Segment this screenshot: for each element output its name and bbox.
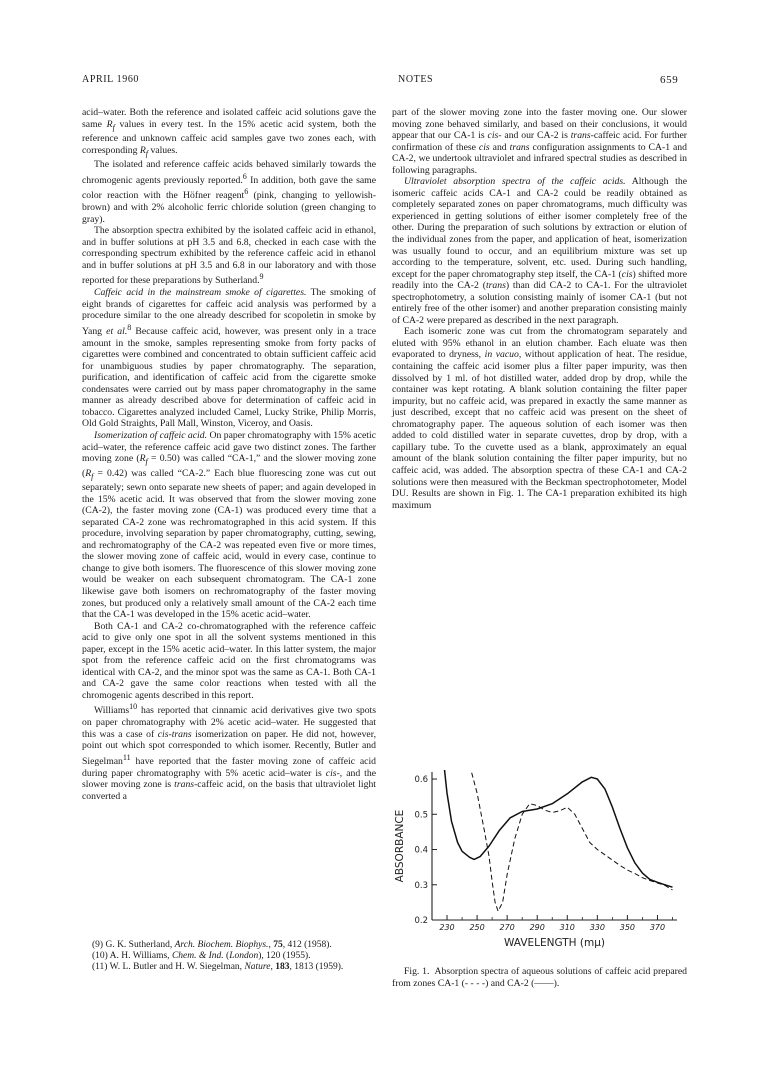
section-title: NOTES [398, 74, 434, 85]
x-tick-label: 290 [529, 923, 545, 932]
right-column-paragraph: part of the slower moving zone into the faster moving one. Our slower moving zone behaved similarly, and based on their conclusions, it would appear that our CA-1 is cis- and our CA-2 is trans-caffeic acid. For further confirmation of these cis and trans configuration assignments to CA-1 and CA-2, we undertook ultraviolet and infrared spectral studies as described in following paragraphs. [392, 107, 687, 176]
page-number: 659 [660, 74, 679, 86]
left-column-paragraph: The absorption spectra exhibited by the isolated caffeic acid in ethanol, and in buffer solutions at pH 3.5 and 6.8, checked in each case with the corresponding spectrum exhibited by the reference caffeic acid in ethanol and in buffer solutions at pH 3.5 and 6.8 in our laboratory and with those reported for these preparations by Sutherland.$^9$ [82, 225, 376, 287]
footnote: (9) G. K. Sutherland, Arch. Biochem. Biophys., 75, 412 (1958). [92, 940, 332, 950]
right-column [392, 107, 687, 511]
left-column [82, 107, 376, 802]
x-tick-label: 230 [439, 923, 455, 932]
left-column-paragraph: Caffeic acid in the mainstream smoke of cigarettes. The smoking of eight brands of cigarettes for caffeic acid analysis was performed by a procedure similar to the one already described for scopoletin in smoke by Yang et al.$^8$ Because caffeic acid, however, was present only in a trace amount in the smoke, samples representing smoke from forty packs of cigarettes were combined and concentrated to obtain sufficient caffeic acid for unambiguous studies by paper chromatography. The separation, purification, and identification of caffeic acid from the cigarette smoke condensates were carried out by mass paper chromatography in the same manner as already described above for determination of caffeic acid in tobacco. Cigarettes analyzed included Camel, Lucky Strike, Philip Morris, Old Gold Straights, Pall Mall, Winston, Viceroy, and Oasis. [82, 287, 376, 430]
caption-text: Fig. 1. Absorption spectra of aqueous solutions of caffeic acid prepared from zones CA-1 (- - - -) and CA-2 (——). [392, 966, 687, 989]
x-tick-label: 370 [649, 923, 666, 932]
x-tick-label: 350 [619, 923, 636, 932]
left-column-paragraph: acid–water. Both the reference and isolated caffeic acid solutions gave the same $R_f$ values in every test. In the 15% acetic acid system, both the reference and unknown caffeic acid samples gave two zones each, with corresponding $R_f$ values. [82, 107, 376, 158]
left-column-paragraph: Isomerization of caffeic acid. On paper chromatography with 15% acetic acid–water, the reference caffeic acid gave two distinct zones. The farther moving zone $(R_f = 0.50)$ was called “CA-1,” and the slower moving zone $(R_f = 0.42)$ was called “CA-2.” Each blue fluorescing zone was cut out separately; sewn onto separate new sheets of paper; and again developed in the 15% acetic acid. It was observed that from the slower moving zone (CA-2), the faster moving zone (CA-1) was produced every time that a separated CA-2 zone was rechromatographed in this acid system. If this procedure, involving separation by paper chromatography, cutting, sewing, and rechromatography of the CA-2 was repeated even five or more times, the slower moving zone of caffeic acid, would in every case, continue to change to give both isomers. The fluorescence of this slower moving zone would be weaker on each subsequent chromatogram. The CA-1 zone likewise gave both isomers on rechromatography of the faster moving zones, but produced only a relatively small amount of the CA-2 each time that the CA-1 was developed in the 15% acetic acid–water. [82, 430, 377, 621]
y-tick-label: 0.6 [414, 775, 428, 786]
y-tick-label: 0.5 [414, 810, 428, 821]
y-tick-label: 0.2 [414, 916, 428, 926]
figure-caption [392, 966, 687, 989]
x-axis-label: WAVELENGTH (mμ) [504, 937, 605, 949]
footnote: (10) A. H. Williams, Chem. & Ind. (London), 120 (1955). [92, 951, 311, 962]
footnote: (11) W. L. Butler and H. W. Siegelman, Nature, 183, 1813 (1959). [92, 962, 344, 973]
y-axis-label: ABSORBANCE [394, 809, 406, 883]
x-tick-label: 330 [589, 923, 605, 932]
right-column-paragraph: Each isomeric zone was cut from the chromatogram separately and eluted with 95% ethanol in an elution chamber. Each eluate was then evaporated to dryness, in vacuo, without application of heat. The residue, containing the caffeic acid isomer plus a filter paper impurity, was then dissolved by 1 ml. of hot distilled water, added drop by drop, while the container was kept rotating. A blank solution containing the filter paper impurity, but no caffeic acid, was prepared in exactly the same manner as just described, except that no caffeic acid was present on the sheet of chromatography paper. The aqueous solution of each isomer was then added to cold distilled water in separate cuvettes, drop by drop, with a capillary tube. To the cuvette used as a blank, approximately an equal amount of the blank solution containing the filter paper impurity, but no caffeic acid, was added. The absorption spectra of these CA-1 and CA-2 solutions were then measured with the Beckman spectrophotometer, Model DU. Results are shown in Fig. 1. The CA-1 preparation exhibited its high maximum [392, 326, 687, 511]
x-tick-label: 270 [499, 923, 515, 932]
left-column-paragraph: Williams$^{10}$ has reported that cinnamic acid derivatives give two spots on paper chromatography with 2% acetic acid–water. He suggested that this was a case of cis-trans isomerization on paper. He did not, however, point out which spot corresponded to which isomer. Recently, Butler and Siegelman$^{11}$ have reported that the faster moving zone of caffeic acid during paper chromatography with 5% acetic acid–water is cis-, and the slower moving zone is trans-caffeic acid, on the basis that ultraviolet light converted a [82, 702, 376, 802]
journal-date: APRIL 1960 [82, 74, 140, 85]
right-column-paragraph: Ultraviolet absorption spectra of the caffeic acids. Although the isomeric caffeic acids CA-1 and CA-2 could be readily obtained as completely separated zones on paper chromatograms, much difficulty was experienced in getting solutions of either isomer completely free of the other. During the preparation of such solutions by extraction or elution of the individual zones from the paper, and application of heat, isomerization was usually found to occur, and an equilibrium mixture was set up according to the temperature, solvent, etc. used. During such handling, except for the paper chromatography step itself, the CA-1 (cis) shifted more readily into the CA-2 (trans) than did CA-2 to CA-1. For the ultraviolet spectrophotometry, a solution consisting mainly of isomer CA-1 (but not entirely free of the other isomer) and another preparation consisting mainly of CA-2 were prepared as described in the next paragraph. [392, 176, 688, 326]
footnotes [82, 940, 376, 974]
y-tick-label: 0.4 [414, 845, 428, 856]
y-tick-label: 0.3 [414, 880, 428, 891]
absorption-spectra-figure [392, 762, 692, 962]
left-column-paragraph: Both CA-1 and CA-2 co-chromatographed with the reference caffeic acid to give only one spot in all the solvent systems mentioned in this paper, except in the 15% acetic acid–water. In this latter system, the major spot from the reference caffeic acid on the first chromatograms was identical with CA-2, and the minor spot was the same as CA-1. Both CA-1 and CA-2 gave the same color reactions when tested with all the chromogenic agents described in this report. [82, 620, 376, 701]
series-line-ca-1 [470, 765, 673, 911]
left-column-paragraph: The isolated and reference caffeic acids behaved similarly towards the chromogenic agents previously reported.$^6$ In addition, both gave the same color reaction with the Höfner reagent$^6$ (pink, changing to yellowish-brown) and with 2% alcoholic ferric chloride solution (green changing to gray). [82, 159, 376, 225]
x-tick-label: 310 [559, 923, 575, 932]
x-tick-label: 250 [469, 923, 485, 932]
series-line-ca-2 [444, 765, 673, 887]
